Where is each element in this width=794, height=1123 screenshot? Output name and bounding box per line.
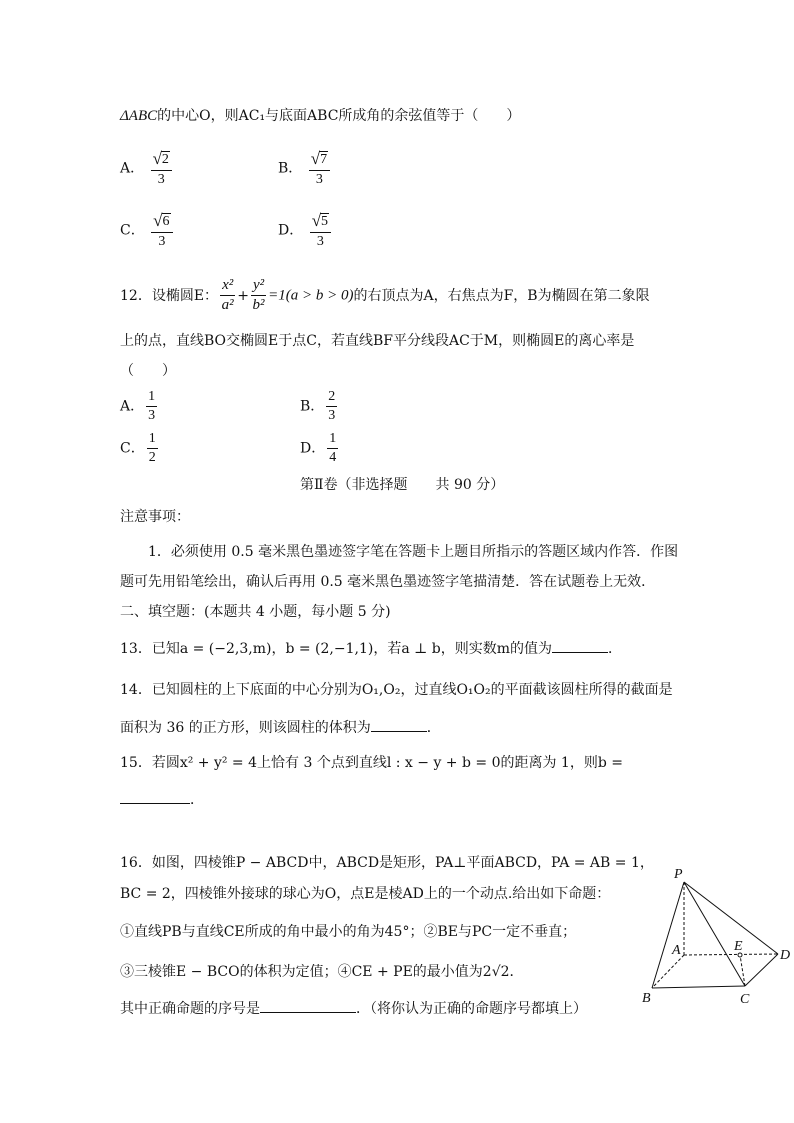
y-term-denominator: b² [252, 296, 265, 313]
fraction-numerator: 1 [327, 432, 338, 449]
ellipse-y-term [251, 278, 266, 314]
option-letter: C． [120, 440, 145, 457]
fraction-denominator: 4 [329, 449, 337, 465]
fraction-denominator: 3 [328, 407, 336, 423]
option-letter: A． [120, 398, 145, 415]
fraction-radicand: 7 [320, 151, 328, 167]
option-fraction [326, 390, 337, 423]
y-term-numerator: y² [251, 278, 266, 296]
option-fraction [146, 390, 157, 423]
q11-option-b [278, 150, 332, 187]
q13-number: 13． [120, 641, 152, 657]
option-letter: D． [300, 440, 326, 457]
q12-option-a [120, 390, 159, 423]
q15-answer-blank[interactable] [120, 791, 190, 804]
q16-line1: 16．如图，四棱锥P − ABCD中，ABCD是矩形，PA⊥平面ABCD，PA = AB = 1， [120, 855, 654, 871]
q12-intro: 设椭圆E： [151, 287, 219, 304]
option-fraction: √ 5 3 [310, 212, 331, 249]
label-B: B [642, 991, 651, 1006]
q14-end: ． [426, 720, 441, 736]
q11-option-a [120, 150, 174, 187]
fraction-numerator: 2 [326, 390, 337, 407]
q14-answer-blank[interactable] [371, 719, 427, 732]
option-fraction: √ 7 3 [309, 150, 330, 187]
q16-line3: ①直线PB与直线CE所成的角中最小的角为45°；②BE与PC一定不垂直； [120, 924, 577, 940]
fraction-radicand: 5 [321, 213, 329, 229]
fraction-denominator: 3 [315, 171, 323, 187]
plus-sign: + [237, 287, 249, 304]
edge-AD [684, 954, 778, 955]
q15-line2 [120, 791, 204, 807]
x-term-denominator: a² [221, 296, 234, 313]
q14-line2-text: 面积为 36 的正方形，则该圆柱的体积为 [120, 720, 371, 736]
q12-paren: （ ） [120, 363, 176, 379]
q11-stem-text: 的中心O，则AC₁与底面ABC所成角的余弦值等于（ ） [157, 108, 521, 124]
q16-line5 [120, 1000, 587, 1016]
q14-line2 [120, 719, 441, 735]
q13-end: ． [607, 641, 622, 657]
pyramid-figure [630, 862, 794, 1012]
notice-title: 注意事项： [120, 509, 190, 525]
q15-line1: 15．若圆x² + y² = 4上恰有 3 个点到直线l : x − y + b = 0的距离为 1，则b = [120, 755, 623, 771]
q11-stem-tail [120, 109, 520, 124]
fraction-radicand: 2 [161, 151, 169, 167]
notice-line2: 题可先用铅笔绘出，确认后再用 0.5 毫米黑色墨迹签字笔描清楚．答在试题卷上无效． [120, 574, 656, 590]
edge-PB [652, 882, 684, 988]
edge-CD [745, 954, 778, 986]
q12-option-c [120, 432, 160, 465]
section2-title: 第Ⅱ卷（非选择题 共 90 分） [300, 477, 505, 493]
q13-answer-blank[interactable] [552, 640, 608, 653]
q14-line1: 14．已知圆柱的上下底面的中心分别为O₁,O₂，过直线O₁O₂的平面截该圆柱所得的截面是 [120, 682, 673, 698]
fraction-radicand: 6 [162, 213, 170, 229]
q12-line1 [120, 278, 650, 314]
q12-option-d [300, 432, 340, 465]
option-letter: D． [278, 222, 304, 239]
fraction-denominator: 3 [148, 407, 156, 423]
q16-answer-blank[interactable] [260, 1000, 356, 1013]
fraction-denominator: 3 [158, 233, 166, 249]
x-term-numerator: x² [220, 278, 235, 296]
edge-BC [652, 986, 745, 988]
notice-line1: 1．必须使用 0.5 毫米黑色墨迹签字笔在答题卡上题目所指示的答题区域内作答．作图 [148, 544, 679, 560]
q11-option-d [278, 212, 333, 249]
q16-line2: BC = 2，四棱锥外接球的球心为O，点E是棱AD上的一个动点.给出如下命题： [120, 886, 611, 902]
option-fraction [147, 432, 158, 465]
q12-option-b [300, 390, 339, 423]
fraction-denominator: 3 [157, 171, 165, 187]
fill-in-section-title: 二、填空题：(本题共 4 小题，每小题 5 分) [120, 604, 391, 620]
q12-line1-rest: 的右顶点为A，右焦点为F，B为椭圆在第二象限 [353, 287, 650, 304]
option-letter: B． [300, 398, 325, 415]
option-fraction [327, 432, 338, 465]
option-fraction: √ 6 3 [151, 212, 172, 249]
option-letter: B． [278, 160, 303, 177]
edge-PC [684, 882, 745, 986]
label-C: C [740, 992, 750, 1007]
q16-line4: ③三棱锥E − BCO的体积为定值；④CE + PE的最小值为2√2． [120, 964, 524, 980]
fraction-numerator: 1 [147, 432, 158, 449]
fraction-denominator: 2 [148, 449, 156, 465]
q16-line5-pre: 其中正确命题的序号是 [120, 1001, 260, 1017]
label-D: D [780, 948, 791, 963]
q16-line5-post: ．（将你认为正确的命题序号都填上） [356, 1001, 587, 1017]
q12-line2: 上的点，直线BO交椭圆E于点C，若直线BF平分线段AC于M，则椭圆E的离心率是 [120, 333, 635, 349]
q11-option-c [120, 212, 175, 249]
q12-number: 12． [120, 287, 152, 304]
option-letter: A． [120, 160, 145, 177]
option-fraction: √ 2 3 [151, 150, 172, 187]
edge-PD [684, 882, 778, 954]
ellipse-x-term [220, 278, 235, 314]
label-E: E [734, 939, 743, 954]
q15-end: ． [190, 792, 204, 808]
q13 [120, 640, 622, 656]
label-P: P [674, 867, 683, 882]
fraction-numerator: 1 [146, 390, 157, 407]
ellipse-condition: =1(a > b > 0) [268, 287, 354, 304]
q11-triangle-label: ΔABC [120, 108, 158, 124]
option-letter: C． [120, 222, 145, 239]
fraction-denominator: 3 [316, 233, 324, 249]
q13-text: 已知a = (−2,3,m)，b = (2,−1,1)，若a ⊥ b，则实数m的值为 [151, 641, 552, 657]
label-A: A [672, 943, 681, 958]
